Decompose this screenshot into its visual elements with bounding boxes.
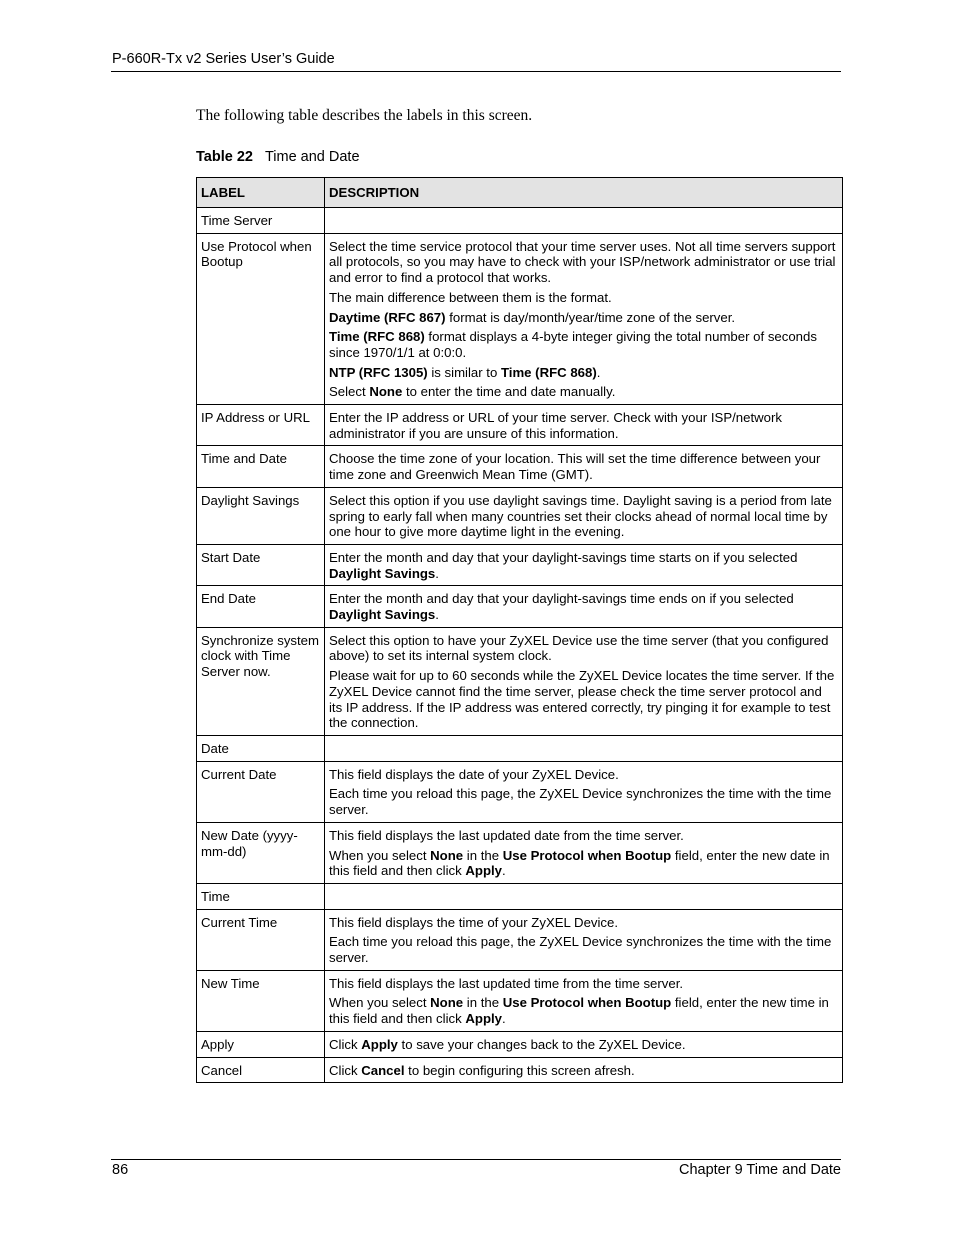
bold-term: Time (RFC 868) [329,329,425,345]
table-row [197,1031,843,1057]
text-run: . [502,863,506,879]
row-description [325,627,843,735]
row-description [325,487,843,544]
table-row [197,586,843,627]
row-description [325,544,843,585]
row-description [325,233,843,404]
description-paragraph [329,384,838,400]
description-paragraph [329,1063,838,1079]
table-row [197,883,843,909]
text-run: field, enter the new date in this field and then click [329,847,830,879]
row-description [325,909,843,970]
text-run: Please wait for up to 60 seconds while the ZyXEL Device locates the time server. If the ZyXEL Device cannot find the time server, please check the time server protocol and its IP address. If the IP address was entered correctly, try pinging it for example to test the connection. [329,668,835,731]
text-run: Click [329,1062,362,1078]
table-row [197,544,843,585]
text-run: . [435,607,439,623]
description-paragraph [329,329,838,360]
row-label: Start Date [197,544,325,585]
intro-paragraph: The following table describes the labels in this screen. [196,107,533,124]
column-header-description: DESCRIPTION [325,178,843,208]
description-paragraph [329,915,838,931]
table-row [197,446,843,487]
text-run: Enter the IP address or URL of your time server. Check with your ISP/network administrator if you are unsure of this information. [329,410,782,441]
bold-term: Time (RFC 868) [500,364,597,380]
header-rule [111,71,841,72]
row-label: Use Protocol when Bootup [197,233,325,404]
row-description [325,735,843,761]
footer-chapter-title: Chapter 9 Time and Date [678,1162,841,1178]
table-row [197,761,843,822]
row-description [325,822,843,883]
row-description [325,405,843,446]
description-paragraph [329,310,838,326]
row-description [325,1057,843,1083]
text-run: . [596,364,601,380]
description-paragraph [329,828,838,844]
text-run: format displays a 4-byte integer giving the total number of seconds since 1970/1/1 at 0:0:0. [329,329,817,360]
bold-term: Cancel [361,1062,405,1078]
text-run: When you select [329,847,431,863]
text-run: The main difference between them is the format. [329,289,612,305]
table-row [197,909,843,970]
text-run: Select [329,384,370,400]
bold-term: NTP (RFC 1305) [329,364,428,380]
row-description [325,446,843,487]
row-label: Current Time [197,909,325,970]
text-run: format is day/month/year/time zone of the server. [445,309,736,325]
table-row [197,822,843,883]
bold-term: Apply [465,1011,502,1027]
row-label: Time Server [197,208,325,234]
text-run: This field displays the time of your ZyXEL Device. [329,914,619,930]
row-label: Daylight Savings [197,487,325,544]
text-run: Enter the month and day that your daylight-savings time starts on if you selected [329,549,798,565]
bold-term: Apply [465,863,502,879]
page-number: 86 [112,1162,129,1178]
text-run: Select this option if you use daylight savings time. Daylight saving is a period from late spring to early fall when many countries set their clocks ahead of normal local time by one hour to give more daytime light in the evening. [329,492,832,540]
description-paragraph [329,451,838,482]
bold-term: None [430,847,464,863]
text-run: This field displays the last updated time from the time server. [329,975,684,991]
description-paragraph [329,591,838,622]
table-body [197,208,843,1083]
description-paragraph [329,410,838,441]
row-description [325,970,843,1031]
text-run: . [435,565,439,581]
description-paragraph [329,1037,838,1053]
bold-term: Daytime (RFC 867) [329,309,446,325]
footer-rule [111,1159,841,1160]
row-label: End Date [197,586,325,627]
description-paragraph [329,290,838,306]
text-run: This field displays the last updated date from the time server. [329,827,684,843]
row-description [325,883,843,909]
row-label: Current Date [197,761,325,822]
table-caption [196,149,360,165]
column-header-label: LABEL [197,178,325,208]
row-description [325,586,843,627]
row-description [325,1031,843,1057]
text-run: Enter the month and day that your daylight-savings time ends on if you selected [329,591,794,607]
text-run: Choose the time zone of your location. This will set the time difference between your time zone and Greenwich Mean Time (GMT). [329,451,821,483]
text-run: in the [463,995,503,1011]
row-description [325,208,843,234]
description-paragraph [329,668,838,731]
description-paragraph [329,239,838,286]
bold-term: None [430,995,464,1011]
text-run: Each time you reload this page, the ZyXEL Device synchronizes the time with the time server. [329,934,832,966]
text-run: to begin configuring this screen afresh. [404,1062,635,1078]
time-and-date-table [196,177,843,1083]
text-run: to enter the time and date manually. [402,384,616,400]
row-label: Date [197,735,325,761]
row-label: Synchronize system clock with Time Server now. [197,627,325,735]
description-paragraph [329,550,838,581]
description-paragraph [329,493,838,540]
text-run: in the [463,847,503,863]
bold-term: Use Protocol when Bootup [502,847,672,863]
row-label: New Time [197,970,325,1031]
row-label: Time [197,883,325,909]
table-row [197,627,843,735]
text-run: Click [329,1036,362,1052]
bold-term: Apply [361,1036,398,1052]
table-row [197,233,843,404]
text-run: field, enter the new time in this field and then click [329,995,829,1027]
description-paragraph [329,934,838,965]
description-paragraph [329,767,838,783]
description-paragraph [329,633,838,664]
table-row [197,208,843,234]
table-row [197,970,843,1031]
table-row [197,1057,843,1083]
description-paragraph [329,995,838,1026]
text-run: to save your changes back to the ZyXEL Device. [397,1036,686,1052]
table-caption-number: Table 22 [196,149,253,165]
text-run: Each time you reload this page, the ZyXEL Device synchronizes the time with the time server. [329,786,832,818]
text-run: Select the time service protocol that your time server uses. Not all time servers support all protocols, so you may have to check with your ISP/network administrator or use trial and error to find a protocol that works. [329,238,836,286]
table-row [197,405,843,446]
row-label: New Date (yyyy-mm-dd) [197,822,325,883]
description-paragraph [329,786,838,817]
row-label: Time and Date [197,446,325,487]
bold-term: None [369,384,403,400]
description-paragraph [329,365,838,381]
row-label: Cancel [197,1057,325,1083]
row-label: IP Address or URL [197,405,325,446]
text-run: Select this option to have your ZyXEL Device use the time server (that you configured above) to set its internal system clock. [329,632,829,664]
table-header-row [197,178,843,208]
description-paragraph [329,848,838,879]
row-description [325,761,843,822]
bold-term: Daylight Savings [329,565,436,581]
text-run: When you select [329,995,431,1011]
bold-term: Use Protocol when Bootup [502,995,672,1011]
text-run: This field displays the date of your ZyXEL Device. [329,766,619,782]
row-label: Apply [197,1031,325,1057]
bold-term: Daylight Savings [329,607,436,623]
text-run: is similar to [427,364,501,380]
running-header-title: P-660R-Tx v2 Series User’s Guide [112,51,335,67]
table-row [197,487,843,544]
table-row [197,735,843,761]
table-caption-title: Time and Date [264,149,360,165]
description-paragraph [329,976,838,992]
text-run: . [502,1011,506,1027]
